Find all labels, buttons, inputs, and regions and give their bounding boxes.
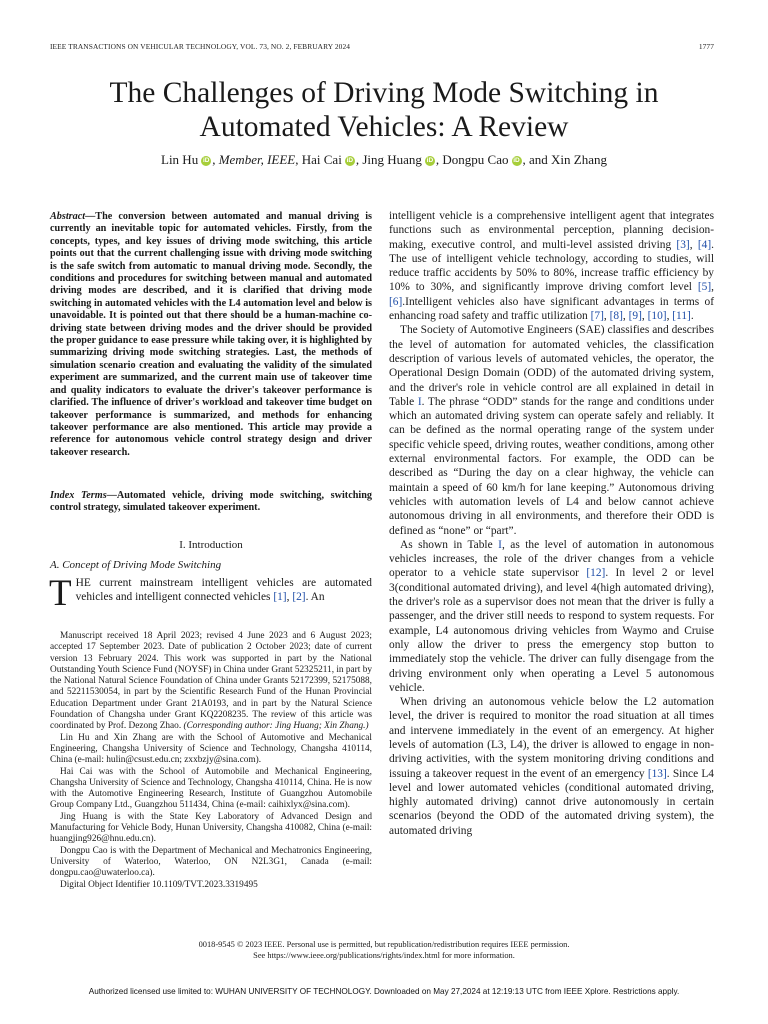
body-text: . The use of intelligent vehicle technology, according to studies, will reduce traffic accidents by 50% to 80%, increase traffic efficiency by 10% to 30%, and significantly improve driving comfort level xyxy=(389,238,714,294)
footnote: Hai Cai was with the School of Automobile and Mechanical Engineering, Changsha University of Science and Technology, Changsha 410114, China. He is now with the Automotive Engineering Research, Institute of Guangzhou Automobile Group Company Ltd., Guangzhou 511434, China (e-mail: caihixlyx@sina.com). xyxy=(50,766,372,811)
citation-link[interactable]: [13] xyxy=(647,767,667,780)
running-header: IEEE TRANSACTIONS ON VEHICULAR TECHNOLOGY, VOL. 73, NO. 2, FEBRUARY 2024 xyxy=(50,42,351,51)
author-list: Lin Hu iD , Member, IEEE, Hai Cai iD , Jing Huang iD , Dongpu Cao iD , and Xin Zhang xyxy=(161,152,607,167)
orcid-icon[interactable]: iD xyxy=(202,157,210,164)
body-text: . The phrase “ODD” stands for the range and conditions under which an automated driving system can operate safely and reliably. It can be defined as the normal operating range of the system under specific vehicle speed, driving routes, weather conditions, among other external environmental factors. For example, the ODD can be described as “During the day on a clear highway, the vehicle can maintain a speed of 60 km/h for lane keeping.” Autonomous driving vehicles with automation levels of L4 and below cannot achieve autonomous driving in all environments, and therefore their ODD is defined as “none” or “part”. xyxy=(389,395,715,537)
citation-link[interactable]: [6] xyxy=(389,295,403,308)
corresponding-author: (Corresponding author: Jing Huang; Xin Zhang.) xyxy=(183,721,369,732)
body-text: , as the level of automation in autonomous vehicles increases, the role of the driver changes from a vehicle operator to a vehicle state supervisor xyxy=(389,538,714,580)
footnote: Lin Hu and Xin Zhang are with the School of Automotive and Mechanical Engineering, Changsha University of Science and Technology, Changsha 410114, China (e-mail: hulin@csust.edu.cn; zxxbzjy@sina.com). xyxy=(50,732,372,766)
footnote xyxy=(50,631,372,733)
table-link[interactable]: I xyxy=(498,538,502,551)
author-name: Jing Huang xyxy=(362,152,422,167)
citation-link[interactable]: [10] xyxy=(647,310,667,323)
body-text: When driving an autonomous vehicle below the L2 automation level, the driver is required to monitor the road situation at all times and intervene immediately in the event of an emergency. At higher levels of automation (L3, L4), the driver is allowed to engage in non-driving activities, with the system monitoring driving conditions and issuing a takeover request in the event of an emergency xyxy=(389,696,714,780)
doi: Digital Object Identifier 10.1109/TVT.2023.3319495 xyxy=(60,879,258,890)
orcid-icon[interactable]: iD xyxy=(426,157,434,164)
citation-link[interactable]: [8] xyxy=(609,310,623,323)
citation-link[interactable]: [2] xyxy=(292,591,306,603)
citation-link[interactable]: [4] xyxy=(697,238,712,251)
author-name: Dongpu Cao xyxy=(442,152,509,167)
author-name: Lin Hu xyxy=(161,152,199,167)
drop-cap: T xyxy=(49,573,72,614)
body-paragraph xyxy=(389,323,714,537)
index-terms xyxy=(50,490,372,515)
citation-link[interactable]: [5] xyxy=(697,281,712,294)
citation-link[interactable]: [12] xyxy=(586,567,606,580)
author-role: Member, IEEE xyxy=(218,152,296,167)
body-paragraph xyxy=(389,538,714,695)
intro-text: HE current mainstream intelligent vehicles are automated vehicles and intelligent connected vehicles xyxy=(75,577,372,603)
copyright-notice xyxy=(0,939,768,961)
citation-separator: , xyxy=(286,591,293,603)
body-text: .Intelligent vehicles also have significant advantages in terms of enhancing road safety and traffic utilization xyxy=(389,295,714,323)
title-line-1: The Challenges of Driving Mode Switching in xyxy=(109,77,659,109)
abstract-label: Abstract xyxy=(50,211,86,222)
body-text: As shown in Table xyxy=(400,538,499,551)
body-paragraph: intelligent vehicle is a comprehensive intelligent agent that integrates functions such as environmental perception, planning decision-making, executive control, and multi-level assisted driving [3], [4]. The use of intelligent vehicle technology, according to studies, will reduce traffic accidents by 50% to 80%, increase traffic efficiency by 10% to 30%, and significantly improve driving comfort level [5], [6].Intelligent vehicles also have significant advantages in terms of enhancing road safety and traffic utilization [7], [8], [9], [10], [11]. xyxy=(389,210,714,323)
orcid-icon[interactable]: iD xyxy=(346,157,354,164)
paper-title xyxy=(0,76,768,144)
copyright-line: 0018-9545 © 2023 IEEE. Personal use is permitted, but republication/redistribution requires IEEE permission. xyxy=(198,940,570,949)
abstract xyxy=(50,211,372,459)
index-terms-text: —Automated vehicle, driving mode switching, switching control strategy, simulated takeover experiment. xyxy=(50,490,372,514)
rights-link[interactable]: See https://www.ieee.org/publications/rights/index.html for more information. xyxy=(253,951,515,960)
license-banner: Authorized licensed use limited to: WUHAN UNIVERSITY OF TECHNOLOGY. Downloaded on May 27,2024 at 12:19:13 UTC from IEEE Xplore. Restrictions apply. xyxy=(88,987,680,996)
citation-link[interactable]: [7] xyxy=(590,310,604,323)
section-heading: I. Introduction xyxy=(179,539,243,551)
right-column xyxy=(389,209,714,838)
index-terms-label: Index Terms xyxy=(50,490,107,501)
body-text: . Since L4 level and lower automated vehicles (conditional automated driving, highly automated driving) cannot drive autonomously in certain scenarios (beyond the ODD of the automated driving system), the automated driving xyxy=(389,767,714,837)
table-link[interactable]: I xyxy=(417,395,422,408)
body-text: The Society of Automotive Engineers (SAE) classifies and describes the level of automation for automated vehicles, the classification description of various levels of automated vehicles, the operator, the Operational Design Domain (ODD) of the automated driving system, and the driver's role in vehicle control are all explained in detail in Table xyxy=(389,324,714,408)
intro-tail: . An xyxy=(305,591,325,603)
body-text: intelligent vehicle is a comprehensive intelligent agent that integrates functions such as environmental perception, planning decision-making, executive control, and multi-level assisted driving xyxy=(389,210,714,251)
footnote: Dongpu Cao is with the Department of Mechanical and Mechatronics Engineering, University of Waterloo, Waterloo, ON N2L3G1, Canada (e-mail: dongpu.cao@uwaterloo.ca). xyxy=(50,845,372,879)
citation-link[interactable]: [9] xyxy=(628,310,642,323)
author-name: Hai Cai xyxy=(301,152,342,167)
footnotes xyxy=(50,631,372,891)
author-separator: , and xyxy=(522,152,552,167)
citation-link[interactable]: [3] xyxy=(676,238,690,251)
author-name: Xin Zhang xyxy=(551,152,607,167)
citation-link[interactable]: [1] xyxy=(273,591,287,603)
footnote-text: Manuscript received 18 April 2023; revised 4 June 2023 and 6 August 2023; accepted 17 September 2023. Date of publication 2 October 2023; date of current version 13 February 2024. This work was supported in part by the National Outstanding Youth Science Fund (NOYSF) in China under Grant 52325211, in part by the National Natural Science Foundation of China under Grants 52172399, 52175088, and 52211530054, in part by the Scientific Research Fund of the Hunan Provincial Education Department under Grant 21A0193, and in part by the Natural Science Foundation of Changsha under Grant KQ2208235. The review of this article was coordinated by Prof. Dezong Zhao. xyxy=(50,631,372,732)
footnote: Jing Huang is with the State Key Laboratory of Advanced Design and Manufacturing for Vehicle Body, Hunan University, Changsha 410082, China (e-mail: huangjing926@hnu.edu.cn). xyxy=(50,811,372,845)
orcid-icon[interactable]: iD xyxy=(513,157,520,164)
abstract-text: —The conversion between automated and manual driving is currently an inevitable topic for automated vehicles. Firstly, from the concepts, types, and key issues of driving mode switching, this article points out that the current challenging issue with driving mode switching is the safe switch from automatic to manual driving mode. Secondly, the conditions and procedures for switching between manual and automated driving modes are described, and it is clarified that driving mode switching in automated vehicles with the L4 automation level and below is unavoidable. It is pointed out that there should be a human-machine co-driving state between driving modes and the driver should be provided the proper guidance to ease pressure while taking over, it is highlighted by summarizing driving mode switching strategies. Last, the methods of simulation scenario creation and evaluating the validity of the simulated experiment are summarized, and the current main use of takeover time and quality indicators to evaluate the driver's takeover performance is clarified. The influence of driver's workload and takeover time budget on takeover performance is summarized, and methods for enhancing takeover performance are also mentioned. This article may provide a reference for autonomous vehicle control strategy design and driver takeover research. xyxy=(50,211,372,458)
citation-link[interactable]: [11] xyxy=(672,310,691,323)
body-text: . In level 2 or level 3(conditional automated driving), and level 4(high automated driving), the driver's role as a supervisor does not mean that the driver is fully a passenger, and the driver still needs to respond to system requests. For example, L4 autonomous driving vehicles from Waymo and Cruise only allow the driver to press the emergency stop button to immediately stop the vehicle. The driver can fully disengage from the driving environment only when operating a Level 5 autonomous vehicle. xyxy=(389,567,715,694)
page-number: 1777 xyxy=(698,42,714,51)
title-line-2: Automated Vehicles: A Review xyxy=(199,111,569,143)
intro-paragraph xyxy=(49,573,372,614)
body-paragraph xyxy=(389,695,714,838)
subsection-heading: A. Concept of Driving Mode Switching xyxy=(50,559,222,571)
